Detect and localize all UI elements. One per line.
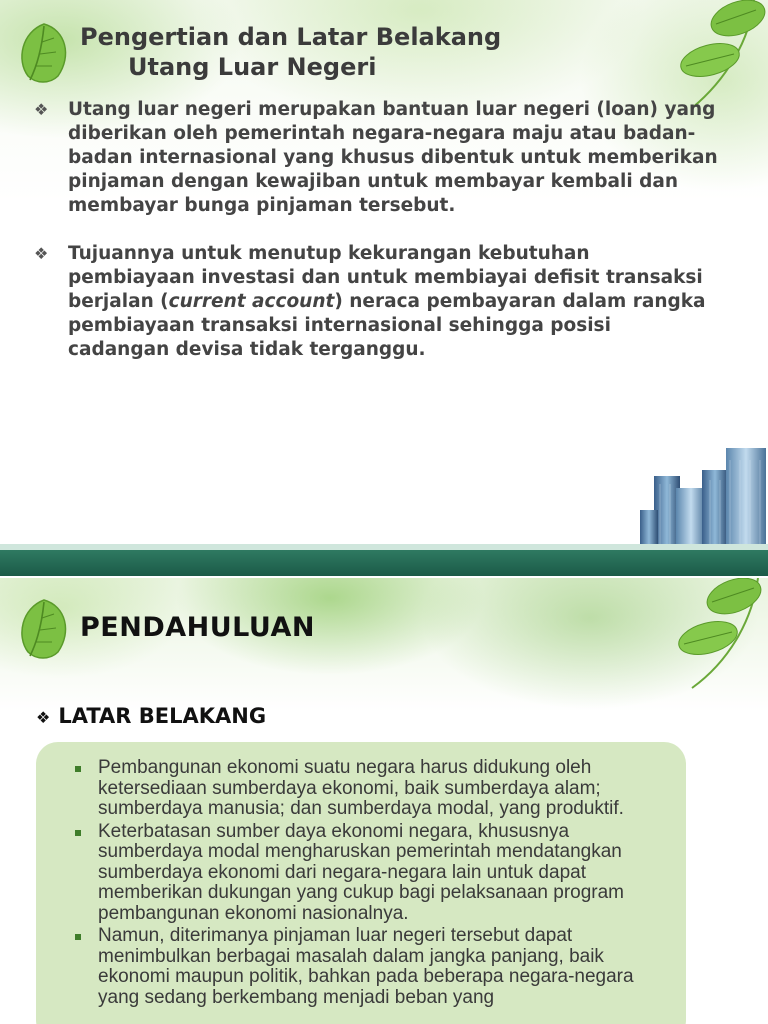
footer-band	[0, 550, 768, 576]
section-heading	[36, 704, 266, 728]
bullet-text	[68, 242, 718, 362]
section-heading-text: LATAR BELAKANG	[58, 704, 267, 728]
square-bullet-icon	[75, 830, 81, 836]
list-item	[58, 926, 676, 1008]
list-item-text: Pembangunan ekonomi suatu negara harus didukung oleh ketersediaan sumberdaya ekonomi, baik sumberdaya alam; sumberdaya manusia; dan sumberdaya modal, yang produktif.	[98, 757, 624, 819]
bullet-item	[28, 98, 718, 218]
square-bullet-icon	[75, 934, 81, 940]
bullet-text-part: Tujuannya untuk menutup kekurangan kebutuhan pembiayaan investasi dan untuk membiayai defisit transaksi berjalan (	[68, 243, 703, 312]
slide-title: PENDAHULUAN	[80, 612, 315, 643]
slide-title	[80, 22, 501, 82]
leaf-icon	[14, 596, 74, 662]
diamond-bullet-icon: ❖	[36, 708, 51, 727]
title-line-1: Pengertian dan Latar Belakang	[80, 23, 502, 51]
bullet-text-part: ) neraca pembayaran dalam rangka pembiayaan transaksi internasional sehingga posisi cadangan devisa tidak terganggu.	[68, 291, 706, 360]
list-item-text: Keterbatasan sumber daya ekonomi negara, khususnya sumberdaya modal mengharuskan pemerintah mendatangkan sumberdaya ekonomi dari negara-negara lain untuk dapat memberikan dukungan yang cukup bagi pelaksanaan program pembangunan ekonomi nasionalnya.	[98, 820, 625, 924]
slide-pendahuluan	[0, 578, 768, 1024]
leaf-icon	[676, 0, 768, 110]
square-bullet-icon	[75, 766, 81, 772]
content-box	[36, 742, 686, 1024]
bullet-item	[28, 242, 718, 362]
bullet-list	[36, 742, 686, 1008]
diamond-bullet-icon: ❖	[34, 100, 49, 119]
list-item-text: Namun, diterimanya pinjaman luar negeri tersebut dapat menimbulkan berbagai masalah dalam jangka panjang, baik ekonomi maupun politik, bahkan pada beberapa negara-negara yang sedang berkembang menjadi beban yang	[98, 925, 634, 1008]
title-line-2: Utang Luar Negeri	[128, 53, 377, 81]
leaf-icon	[676, 578, 768, 690]
bullet-text-italic: current account	[168, 291, 335, 312]
list-item	[58, 822, 676, 925]
list-item	[58, 758, 676, 820]
leaf-icon	[14, 20, 74, 86]
slide-body	[28, 98, 718, 386]
diamond-bullet-icon: ❖	[34, 244, 49, 263]
bullet-text: Utang luar negeri merupakan bantuan luar negeri (loan) yang diberikan oleh pemerintah negara-negara maju atau badan-badan internasional yang khusus dibentuk untuk memberikan pinjaman dengan kewajiban untuk membayar kembali dan membayar bunga pinjaman tersebut.	[68, 99, 718, 216]
